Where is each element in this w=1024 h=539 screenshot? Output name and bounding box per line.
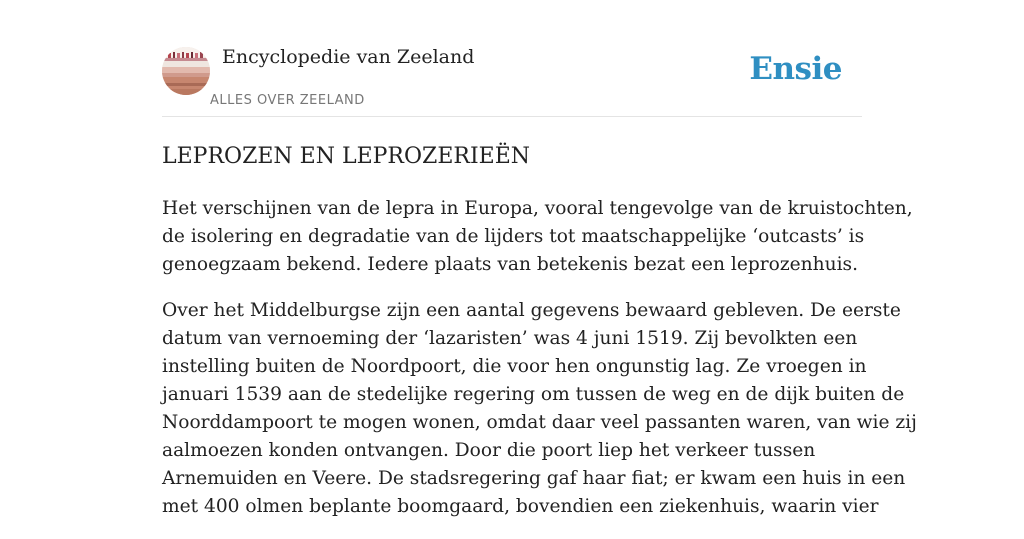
site-avatar[interactable] xyxy=(162,47,210,95)
page-container xyxy=(162,0,917,539)
text-line: instelling buiten de Noordpoort, die voor hen ongunstig lag. Ze vroegen in xyxy=(162,356,867,377)
site-tagline: ALLES OVER ZEELAND xyxy=(210,93,365,108)
site-title[interactable]: Encyclopedie van Zeeland xyxy=(222,46,475,68)
text-line: Noorddampoort te mogen wonen, omdat daar veel passanten waren, van wie zij xyxy=(162,412,917,433)
text-line: aalmoezen konden ontvangen. Door die poort liep het verkeer tussen xyxy=(162,440,816,461)
article-body xyxy=(162,195,917,521)
paragraph xyxy=(162,297,917,521)
text-line: Het verschijnen van de lepra in Europa, vooral tengevolge van de kruistochten, xyxy=(162,198,913,219)
text-line: januari 1539 aan de stedelijke regering om tussen de weg en de dijk buiten de xyxy=(162,384,905,405)
text-line: genoegzaam bekend. Iedere plaats van betekenis bezat een leprozenhuis. xyxy=(162,254,858,275)
text-line: Arnemuiden en Veere. De stadsregering gaf haar fiat; er kwam een huis in een xyxy=(162,468,906,489)
books-photo-icon xyxy=(162,47,210,95)
text-line: datum van vernoeming der ‘lazaristen’ was 4 juni 1519. Zij bevolkten een xyxy=(162,328,858,349)
text-line: Over het Middelburgse zijn een aantal gegevens bewaard gebleven. De eerste xyxy=(162,300,901,321)
text-line: met 400 olmen beplante boomgaard, bovendien een ziekenhuis, waarin vier xyxy=(162,496,879,517)
article-title: LEPROZEN EN LEPROZERIEËN xyxy=(162,144,531,169)
paragraph xyxy=(162,195,913,279)
text-line: de isolering en degradatie van de lijders tot maatschappelijke ‘outcasts’ is xyxy=(162,226,865,247)
ensie-logo[interactable]: Ensie xyxy=(749,51,842,87)
site-header xyxy=(162,0,862,117)
